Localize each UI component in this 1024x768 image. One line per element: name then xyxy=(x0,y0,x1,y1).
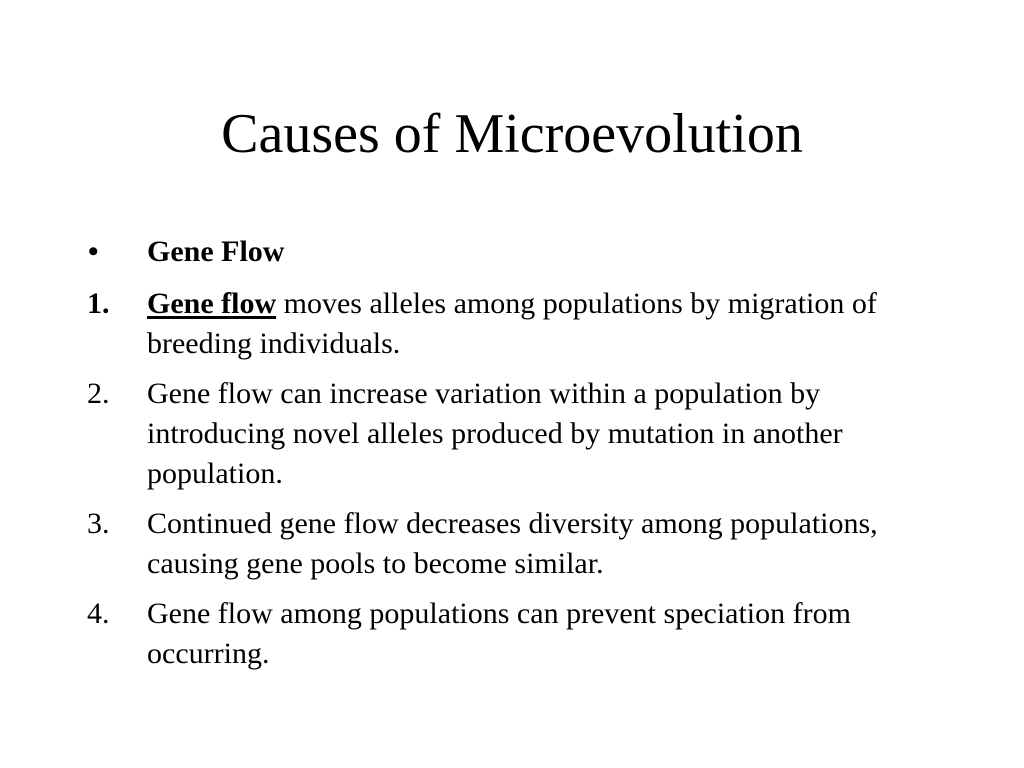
list-number-4: 4. xyxy=(87,597,110,630)
list-item-2-text: Gene flow can increase variation within a population by introducing novel alleles produced by mutation in another population. xyxy=(147,377,843,490)
list-number-3: 3. xyxy=(87,507,110,540)
list-number-2: 2. xyxy=(87,377,110,410)
list-item-4 xyxy=(0,594,937,674)
list-item-3-text: Continued gene flow decreases diversity among populations, causing gene pools to become similar. xyxy=(147,507,878,580)
list-item-2 xyxy=(0,374,937,494)
list-item-1-text: moves alleles among populations by migration of breeding individuals. xyxy=(147,287,877,360)
list-item-3 xyxy=(0,504,937,584)
bullet-marker: • xyxy=(88,235,99,268)
list-number-1: 1. xyxy=(87,287,110,320)
heading-gene-flow xyxy=(0,232,937,272)
slide-title: Causes of Microevolution xyxy=(221,103,803,165)
list-item-1 xyxy=(0,284,937,364)
list-item-4-text: Gene flow among populations can prevent speciation from occurring. xyxy=(147,597,851,670)
heading-text: Gene Flow xyxy=(147,235,285,268)
slide-body xyxy=(0,232,1024,674)
key-term: Gene flow xyxy=(147,287,277,320)
